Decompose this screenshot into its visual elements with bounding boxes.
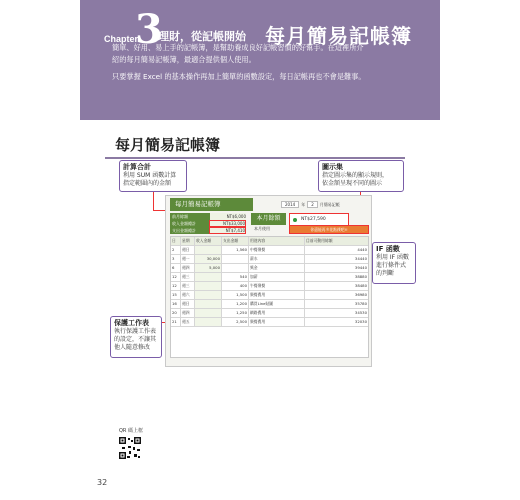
table-cell: 36980 [354, 292, 367, 297]
table-cell: 週四 [181, 264, 195, 272]
sheet-year-suffix: 年 [301, 201, 306, 207]
callout-icon-set-body-1: 指定圖示集的顯示規則， [322, 172, 389, 179]
table-empty-area [171, 327, 368, 357]
table-row [171, 264, 368, 273]
table-cell: 21 [171, 318, 181, 326]
table-cell: 32030 [354, 319, 367, 324]
summary-label: 收入金額總計 [170, 220, 209, 227]
table-cell: 2,500 [222, 318, 249, 326]
table-cell: 38480 [354, 283, 367, 288]
sheet-month-suffix: 月簡易記帳 [319, 201, 340, 207]
callout-if-body-2: 進行條件式 [376, 262, 407, 269]
table-header-row [171, 237, 368, 246]
table-cell: 購買Line貼圖 [249, 300, 305, 308]
callout-if-body-3: 的判斷 [376, 270, 395, 277]
table-cell: 1,500 [222, 291, 249, 299]
section-title: 每月簡易記帳簿 [115, 136, 221, 154]
table-cell [222, 255, 249, 263]
table-cell: 34530 [354, 310, 367, 315]
table-cell: 12 [171, 273, 181, 281]
table-row [171, 318, 368, 327]
table-cell: 週五 [181, 318, 195, 326]
table-cell: 34440 [354, 256, 367, 261]
summary-label: 前月餘額 [170, 213, 210, 220]
table-cell: 聚餐費用 [249, 291, 305, 299]
chapter-word: Chapter [104, 34, 139, 44]
used-label: 本月使用 [254, 226, 270, 231]
callout-sum [119, 160, 187, 192]
table-cell: 4440 [357, 247, 367, 252]
warning-message: 你還能再多花點錢吧!! [289, 225, 369, 234]
table-cell: 週四 [181, 309, 195, 317]
sheet-summary [170, 213, 246, 234]
table-cell: 540 [222, 273, 249, 281]
table-cell: 6 [171, 264, 181, 272]
callout-icon-set [318, 160, 404, 192]
summary-value: NT$33,000 [209, 220, 246, 227]
table-cell: 1,560 [222, 246, 249, 254]
table-cell [195, 273, 222, 281]
table-cell: 35780 [354, 301, 367, 306]
table-cell: 加薪 [249, 273, 305, 281]
callout-if-function [372, 242, 416, 284]
table-cell [195, 300, 222, 308]
ledger-table [170, 236, 369, 358]
table-cell: 5,000 [195, 264, 222, 272]
table-cell: 網路費用 [249, 309, 305, 317]
page-number: 32 [97, 478, 108, 487]
table-cell: 薪水 [249, 255, 305, 263]
col-header: 目前可動用餘額 [306, 238, 333, 243]
table-row [171, 246, 368, 255]
table-cell: 週日 [181, 246, 195, 254]
table-cell: 週一 [181, 255, 195, 263]
summary-row [170, 220, 246, 227]
callout-protect [110, 316, 162, 358]
callout-sum-body-2: 指定範圍內的金額 [123, 180, 172, 187]
connector-sum-h [153, 210, 165, 211]
callout-protect-body-3: 他人隨意修改 [114, 344, 151, 351]
table-cell: 20 [171, 309, 181, 317]
table-cell: 400 [222, 282, 249, 290]
table-cell: 30,000 [195, 255, 222, 263]
section-divider [105, 157, 405, 159]
table-cell: 週三 [181, 273, 195, 281]
summary-value: NT$7,410 [209, 227, 246, 234]
sheet-date-row [281, 200, 367, 209]
table-cell [195, 291, 222, 299]
table-row [171, 282, 368, 291]
table-cell: 週三 [181, 282, 195, 290]
callout-icon-set-title: 圖示集 [322, 163, 343, 171]
table-cell: 38880 [354, 274, 367, 279]
balance-value: NT$27,590 [301, 217, 326, 222]
col-header: 星期 [181, 237, 195, 245]
summary-value: NT$6,000 [210, 213, 246, 220]
table-cell: 中餐聚餐 [249, 246, 305, 254]
table-cell: 16 [171, 300, 181, 308]
table-row [171, 300, 368, 309]
balance-label: 本月餘額 [251, 213, 286, 225]
table-cell: 週六 [181, 291, 195, 299]
chapter-title: 每月簡易記帳簿 [265, 24, 412, 48]
qr-label: QR 碼上框 [119, 428, 143, 434]
table-cell: 39440 [354, 265, 367, 270]
spreadsheet-screenshot [165, 195, 372, 367]
intro-line-3: 只要掌握 Excel 的基本操作再加上簡單的函數設定，每日記帳再也不會是難事。 [112, 72, 366, 81]
callout-sum-title: 計算合計 [123, 163, 151, 171]
table-cell [222, 264, 249, 272]
intro-line-2: 紹的每月簡易記帳簿，最適合提供個人使用。 [112, 55, 256, 64]
table-cell: 獎金 [249, 264, 305, 272]
table-row [171, 273, 368, 282]
summary-label: 支出金額總計 [170, 227, 209, 234]
callout-icon-set-body-2: 依金額呈現不同的圖示 [322, 180, 383, 187]
table-cell [195, 309, 222, 317]
intro-line-1: 簡單、好用、易上手的記帳簿，是幫助養成良好記帳習慣的好幫手。在這裡所介 [112, 43, 364, 52]
table-cell [195, 282, 222, 290]
col-header: 收入金額 [195, 237, 222, 245]
table-cell: 15 [171, 291, 181, 299]
table-row [171, 291, 368, 300]
table-cell: 午餐聚餐 [249, 282, 305, 290]
green-circle-icon [293, 218, 297, 222]
sheet-title-bar: 每月簡易記帳簿 [170, 198, 253, 211]
callout-protect-body-2: 的設定，不讓其 [114, 336, 157, 343]
col-header: 日 [171, 237, 181, 245]
table-cell: 1,200 [222, 300, 249, 308]
table-cell: 1,250 [222, 309, 249, 317]
chapter-number: 3 [135, 6, 163, 53]
callout-sum-body-1: 利用 SUM 函數計算 [123, 172, 177, 179]
callout-if-title: IF 函數 [376, 245, 400, 253]
table-cell: 聚餐費用 [249, 318, 305, 326]
callout-protect-title: 保護工作表 [114, 319, 149, 327]
table-row [171, 309, 368, 318]
col-header: 支出金額 [222, 237, 249, 245]
col-header: 用途內容 [249, 237, 305, 245]
table-body [171, 246, 368, 327]
table-row [171, 255, 368, 264]
table-cell: 週日 [181, 300, 195, 308]
qr-code-icon [119, 437, 141, 459]
table-cell [195, 318, 222, 326]
sheet-year: 2014 [281, 201, 299, 208]
summary-row [170, 227, 246, 234]
table-cell: 2 [171, 246, 181, 254]
table-cell: 3 [171, 255, 181, 263]
sheet-month: 2 [307, 201, 318, 208]
callout-if-body-1: 利用 IF 函數 [376, 254, 410, 261]
connector-sum-v [153, 192, 154, 210]
callout-protect-body-1: 執行保護工作表 [114, 328, 157, 335]
chapter-subtitle: 理財，從記帳開始 [158, 30, 246, 43]
table-cell [195, 246, 222, 254]
summary-row [170, 213, 246, 220]
table-cell: 12 [171, 282, 181, 290]
